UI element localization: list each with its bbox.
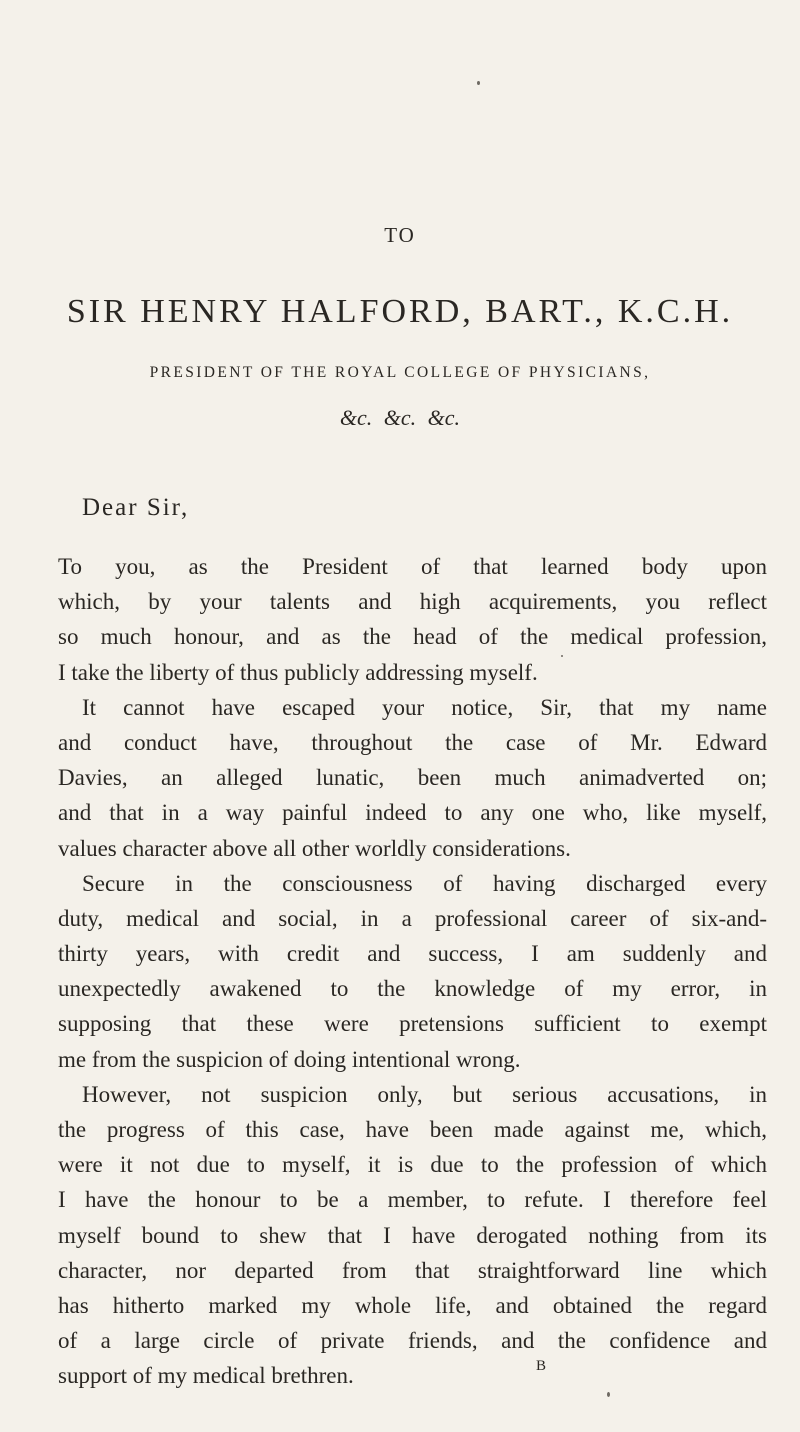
body-line: Secure in the consciousness of having discharged every (82, 870, 767, 896)
ink-speck (607, 1392, 610, 1397)
body-line: unexpectedly awakened to the knowledge of my error, in (58, 976, 767, 1002)
body-line: I take the liberty of thus publicly addressing myself. (58, 659, 538, 685)
body-line: I have the honour to be a member, to refute. I therefore feel (58, 1187, 767, 1213)
ink-speck (477, 81, 480, 85)
body-line: thirty years, with credit and success, I am suddenly and (58, 941, 767, 967)
heading-office: PRESIDENT OF THE ROYAL COLLEGE OF PHYSICIANS, (149, 364, 651, 381)
heading-etc: &c. &c. &c. (339, 405, 461, 430)
body-line: To you, as the President of that learned body upon (58, 554, 767, 579)
body-line: so much honour, and as the head of the medical profession, (58, 624, 767, 650)
body-line: has hitherto marked my whole life, and obtained the regard (58, 1292, 767, 1318)
body-line: support of my medical brethren. (58, 1363, 354, 1389)
body-line: values character above all other worldly considerations. (58, 835, 571, 861)
salutation: Dear Sir, (82, 494, 190, 521)
body-line: me from the suspicion of doing intentional wrong. (58, 1046, 521, 1072)
body-line: and that in a way painful indeed to any one who, like myself, (58, 800, 767, 826)
body-line: supposing that these were pretensions sufficient to exempt (58, 1011, 767, 1037)
letter-body (58, 549, 767, 1394)
ink-speck (561, 655, 563, 657)
heading-to: TO (384, 223, 416, 247)
body-line: which, by your talents and high acquirements, you reflect (58, 589, 767, 615)
body-line: myself bound to shew that I have derogated nothing from its (58, 1222, 767, 1248)
body-line: duty, medical and social, in a professional career of six-and- (58, 905, 767, 931)
heading-dedicatee: SIR HENRY HALFORD, BART., K.C.H. (66, 293, 734, 330)
body-line: Davies, an alleged lunatic, been much animadverted on; (58, 765, 767, 791)
body-line: were it not due to myself, it is due to the profession of which (58, 1152, 767, 1178)
body-line: However, not suspicion only, but serious accusations, in (82, 1081, 767, 1107)
body-line: character, nor departed from that straightforward line which (58, 1257, 767, 1283)
body-line: the progress of this case, have been made against me, which, (58, 1117, 767, 1142)
body-line: and conduct have, throughout the case of Mr. Edward (58, 729, 767, 755)
body-line: of a large circle of private friends, and the confidence and (58, 1328, 767, 1354)
signature-mark: B (536, 1358, 547, 1374)
body-line: It cannot have escaped your notice, Sir, that my name (82, 694, 767, 720)
